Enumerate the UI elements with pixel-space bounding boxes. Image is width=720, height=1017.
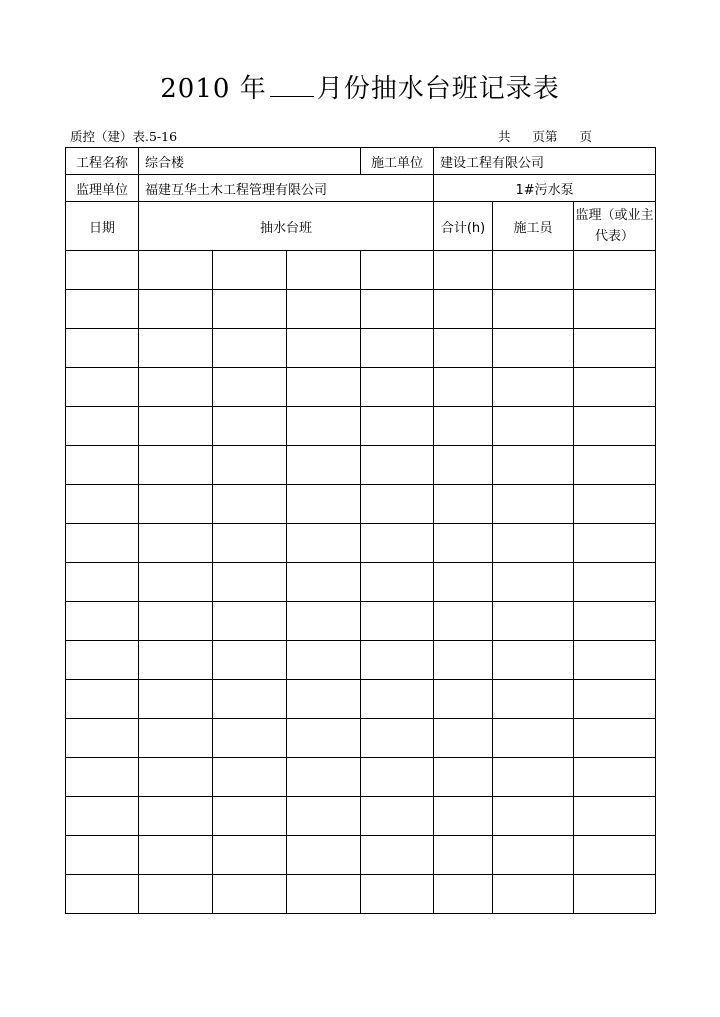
month-blank — [270, 72, 314, 97]
empty-cell[interactable] — [493, 251, 574, 290]
empty-cell[interactable] — [493, 641, 574, 680]
empty-cell[interactable] — [574, 290, 656, 329]
table-row — [66, 368, 656, 407]
empty-cell[interactable] — [361, 407, 434, 446]
empty-cell[interactable] — [434, 524, 493, 563]
empty-cell[interactable] — [66, 446, 139, 485]
supervisor-unit-value: 福建互华土木工程管理有限公司 — [139, 175, 434, 202]
title-prefix: 2010 年 — [160, 74, 267, 104]
empty-cell[interactable] — [434, 407, 493, 446]
empty-cell[interactable] — [361, 758, 434, 797]
page-end-label: 页 — [579, 129, 593, 144]
empty-cell[interactable] — [66, 641, 139, 680]
empty-cell[interactable] — [66, 290, 139, 329]
table-row — [66, 875, 656, 914]
table-row — [66, 797, 656, 836]
empty-cell[interactable] — [66, 719, 139, 758]
empty-cell[interactable] — [574, 758, 656, 797]
supervisor-header: 监理（或业主代表） — [574, 202, 656, 251]
empty-cell[interactable] — [139, 524, 213, 563]
empty-cell[interactable] — [287, 680, 361, 719]
empty-cell[interactable] — [574, 875, 656, 914]
empty-cell[interactable] — [287, 875, 361, 914]
empty-cell[interactable] — [361, 719, 434, 758]
table-row — [66, 485, 656, 524]
empty-cell[interactable] — [213, 524, 287, 563]
empty-cell[interactable] — [139, 680, 213, 719]
empty-cell[interactable] — [139, 407, 213, 446]
empty-cell[interactable] — [574, 329, 656, 368]
empty-cell[interactable] — [213, 758, 287, 797]
empty-cell[interactable] — [361, 251, 434, 290]
pump-name: 1#污水泵 — [434, 175, 656, 202]
empty-cell[interactable] — [66, 368, 139, 407]
empty-cell[interactable] — [213, 719, 287, 758]
table-row — [66, 251, 656, 290]
empty-cell[interactable] — [361, 446, 434, 485]
empty-cell[interactable] — [434, 329, 493, 368]
table-row — [66, 407, 656, 446]
empty-cell[interactable] — [287, 251, 361, 290]
empty-cell[interactable] — [287, 290, 361, 329]
title-suffix: 月份抽水台班记录表 — [316, 74, 560, 104]
empty-cell[interactable] — [66, 758, 139, 797]
worker-header: 施工员 — [493, 202, 574, 251]
record-table — [65, 147, 656, 914]
empty-cell[interactable] — [213, 563, 287, 602]
empty-cell[interactable] — [434, 719, 493, 758]
empty-cell[interactable] — [287, 485, 361, 524]
empty-cell[interactable] — [434, 875, 493, 914]
empty-cell[interactable] — [287, 407, 361, 446]
empty-cell[interactable] — [574, 446, 656, 485]
empty-cell[interactable] — [66, 602, 139, 641]
empty-cell[interactable] — [66, 251, 139, 290]
form-title — [0, 68, 720, 105]
empty-cell[interactable] — [139, 368, 213, 407]
empty-cell[interactable] — [287, 563, 361, 602]
empty-cell[interactable] — [493, 524, 574, 563]
empty-cell[interactable] — [66, 836, 139, 875]
empty-cell[interactable] — [213, 797, 287, 836]
empty-cell[interactable] — [213, 446, 287, 485]
empty-cell[interactable] — [66, 407, 139, 446]
empty-cell[interactable] — [213, 641, 287, 680]
empty-cell[interactable] — [361, 797, 434, 836]
empty-cell[interactable] — [361, 329, 434, 368]
empty-cell[interactable] — [66, 563, 139, 602]
empty-cell[interactable] — [493, 563, 574, 602]
empty-cell[interactable] — [434, 485, 493, 524]
empty-cell[interactable] — [574, 368, 656, 407]
page-counter — [498, 127, 592, 145]
empty-cell[interactable] — [66, 680, 139, 719]
empty-cell[interactable] — [493, 329, 574, 368]
empty-cell[interactable] — [434, 680, 493, 719]
empty-cell[interactable] — [213, 680, 287, 719]
page-total-label: 共 — [498, 129, 511, 144]
empty-cell[interactable] — [493, 797, 574, 836]
project-value: 综合楼 — [139, 148, 361, 175]
empty-cell[interactable] — [66, 329, 139, 368]
empty-cell[interactable] — [287, 758, 361, 797]
empty-cell[interactable] — [139, 563, 213, 602]
empty-cell[interactable] — [574, 524, 656, 563]
info-row-supervisor — [66, 175, 656, 202]
empty-cell[interactable] — [139, 797, 213, 836]
table-row — [66, 563, 656, 602]
empty-cell[interactable] — [139, 836, 213, 875]
empty-cell[interactable] — [213, 485, 287, 524]
empty-cell[interactable] — [361, 602, 434, 641]
empty-cell[interactable] — [139, 719, 213, 758]
shifts-header: 抽水台班 — [139, 202, 434, 251]
page-mid-label: 页第 — [532, 129, 558, 144]
empty-cell[interactable] — [213, 368, 287, 407]
empty-cell[interactable] — [574, 797, 656, 836]
empty-cell[interactable] — [574, 719, 656, 758]
empty-cell[interactable] — [287, 641, 361, 680]
empty-cell[interactable] — [213, 251, 287, 290]
empty-cell[interactable] — [434, 602, 493, 641]
empty-cell[interactable] — [139, 485, 213, 524]
empty-cell[interactable] — [574, 680, 656, 719]
empty-cell[interactable] — [287, 329, 361, 368]
empty-cell[interactable] — [139, 875, 213, 914]
empty-cell[interactable] — [66, 524, 139, 563]
empty-cell[interactable] — [213, 290, 287, 329]
empty-cell[interactable] — [213, 329, 287, 368]
empty-cell[interactable] — [493, 602, 574, 641]
empty-cell[interactable] — [434, 290, 493, 329]
contractor-value: 建设工程有限公司 — [434, 148, 656, 175]
empty-cell[interactable] — [434, 758, 493, 797]
empty-cell[interactable] — [434, 446, 493, 485]
empty-cell[interactable] — [434, 563, 493, 602]
empty-cell[interactable] — [361, 563, 434, 602]
empty-cell[interactable] — [493, 290, 574, 329]
empty-cell[interactable] — [139, 758, 213, 797]
empty-cell[interactable] — [66, 875, 139, 914]
info-row-project — [66, 148, 656, 175]
contractor-label: 施工单位 — [361, 148, 434, 175]
empty-cell[interactable] — [493, 446, 574, 485]
empty-cell[interactable] — [574, 641, 656, 680]
empty-cell[interactable] — [493, 407, 574, 446]
empty-cell[interactable] — [493, 758, 574, 797]
empty-cell[interactable] — [287, 602, 361, 641]
empty-cell[interactable] — [66, 485, 139, 524]
empty-cell[interactable] — [574, 485, 656, 524]
empty-cell[interactable] — [213, 875, 287, 914]
empty-cell[interactable] — [361, 680, 434, 719]
empty-cell[interactable] — [434, 641, 493, 680]
table-row — [66, 758, 656, 797]
empty-cell[interactable] — [287, 836, 361, 875]
empty-cell[interactable] — [574, 251, 656, 290]
empty-cell[interactable] — [493, 836, 574, 875]
empty-cell[interactable] — [493, 680, 574, 719]
empty-cell[interactable] — [139, 602, 213, 641]
empty-cell[interactable] — [361, 524, 434, 563]
empty-cell[interactable] — [287, 719, 361, 758]
table-row — [66, 524, 656, 563]
empty-cell[interactable] — [287, 368, 361, 407]
table-row — [66, 602, 656, 641]
empty-cell[interactable] — [213, 602, 287, 641]
empty-cell[interactable] — [139, 251, 213, 290]
empty-cell[interactable] — [493, 719, 574, 758]
column-header-row — [66, 202, 656, 251]
empty-cell[interactable] — [574, 407, 656, 446]
empty-cell[interactable] — [574, 602, 656, 641]
date-header: 日期 — [66, 202, 139, 251]
empty-cell[interactable] — [139, 290, 213, 329]
empty-cell[interactable] — [361, 836, 434, 875]
empty-cell[interactable] — [361, 290, 434, 329]
table-row — [66, 641, 656, 680]
table-row — [66, 290, 656, 329]
empty-cell[interactable] — [287, 797, 361, 836]
table-row — [66, 836, 656, 875]
table-row — [66, 446, 656, 485]
empty-cell[interactable] — [434, 797, 493, 836]
empty-cell[interactable] — [361, 641, 434, 680]
table-row — [66, 680, 656, 719]
empty-cell[interactable] — [287, 524, 361, 563]
empty-cell[interactable] — [434, 836, 493, 875]
empty-cell[interactable] — [361, 485, 434, 524]
empty-cell[interactable] — [361, 875, 434, 914]
project-label: 工程名称 — [66, 148, 139, 175]
empty-cell[interactable] — [139, 329, 213, 368]
table-row — [66, 719, 656, 758]
empty-cell[interactable] — [493, 485, 574, 524]
empty-cell[interactable] — [361, 368, 434, 407]
total-hours-header: 合计(h) — [434, 202, 493, 251]
supervisor-unit-label: 监理单位 — [66, 175, 139, 202]
form-code: 质控（建）表.5-16 — [70, 129, 178, 144]
empty-cell[interactable] — [139, 641, 213, 680]
empty-cell[interactable] — [574, 836, 656, 875]
empty-cell[interactable] — [434, 251, 493, 290]
empty-cell[interactable] — [574, 563, 656, 602]
empty-cell[interactable] — [139, 446, 213, 485]
empty-cell[interactable] — [434, 368, 493, 407]
empty-cell[interactable] — [493, 875, 574, 914]
empty-cell[interactable] — [213, 407, 287, 446]
empty-cell[interactable] — [493, 368, 574, 407]
table-row — [66, 329, 656, 368]
empty-cell[interactable] — [287, 446, 361, 485]
empty-cell[interactable] — [213, 836, 287, 875]
empty-cell[interactable] — [66, 797, 139, 836]
